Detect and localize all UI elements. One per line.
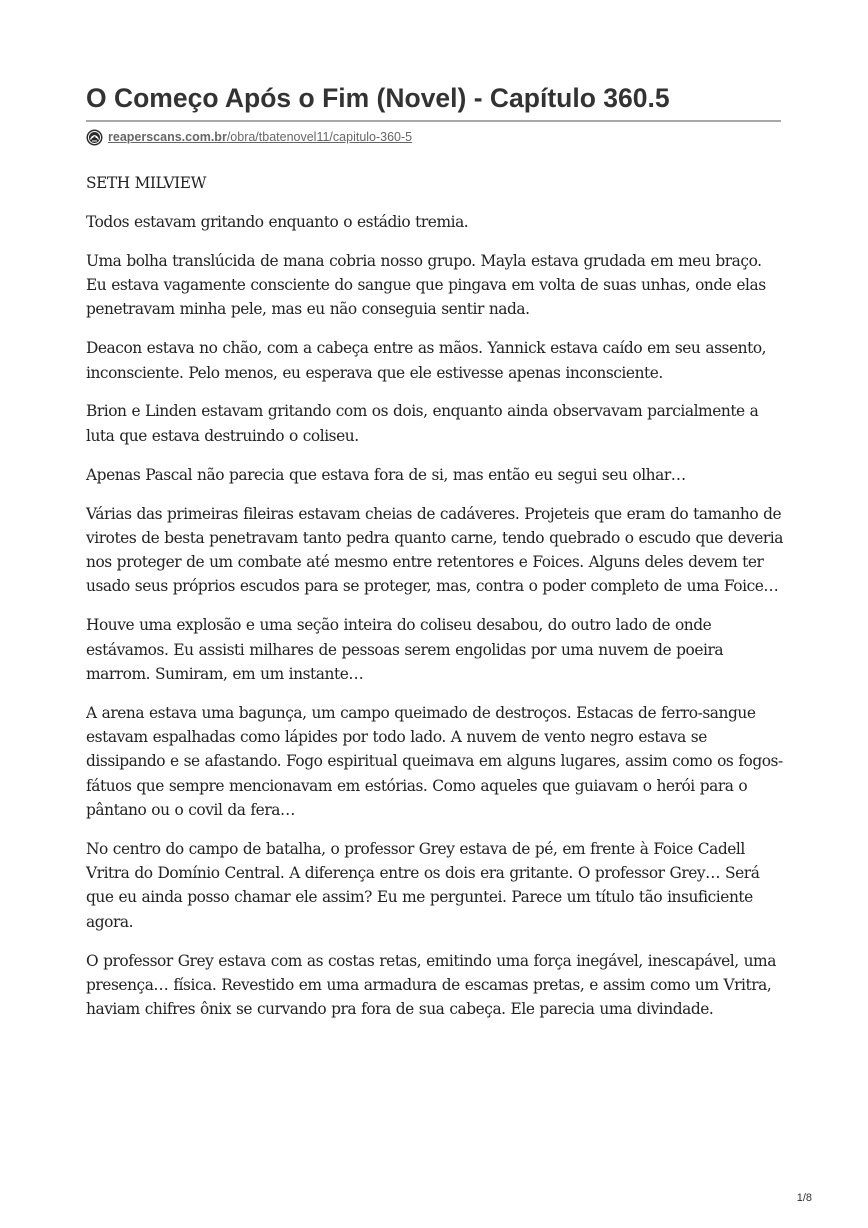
paragraph: A arena estava uma bagunça, um campo queimado de destroços. Estacas de ferro-sangue estavam espalhadas como lápides por todo lado. A nuvem de vento negro estava se dissipando e se afastando. Fogo espiritual queimava em alguns lugares, assim como os fogos-fátuos que sempre mencionavam em estórias. Como aqueles que guiavam o herói para o pântano ou o covil da fera… bbox=[86, 703, 783, 819]
paragraph: Várias das primeiras fileiras estavam cheias de cadáveres. Projeteis que eram do tamanho de virotes de besta penetravam tanto pedra quanto carne, tendo quebrado o escudo que deveria nos proteger de um combate até mesmo entre retentores e Foices. Alguns deles devem ter usado seus próprios escudos para se proteger, mas, contra o poder completo de uma Foice… bbox=[86, 504, 783, 596]
paragraph: Deacon estava no chão, com a cabeça entre as mãos. Yannick estava caído em seu assento, inconsciente. Pelo menos, eu esperava que ele estivesse apenas inconsciente. bbox=[86, 339, 767, 382]
title-divider bbox=[86, 120, 781, 122]
paragraph: No centro do campo de batalha, o professor Grey estava de pé, em frente à Foice Cadell Vritra do Domínio Central. A diferença entre os dois era gritante. O professor Grey… Será que eu ainda posso chamar ele assim? Eu me perguntei. Parece um título tão insuficiente agora. bbox=[86, 839, 760, 931]
paragraph: Apenas Pascal não parecia que estava fora de si, mas então eu segui seu olhar… bbox=[86, 465, 686, 484]
paragraph: O professor Grey estava com as costas retas, emitindo uma força inegável, inescapável, uma presença… física. Revestido em uma armadura de escamas pretas, e assim como um Vritra, haviam chifres ônix se curvando pra fora de sua cabeça. Ele parecia uma divindade. bbox=[86, 951, 776, 1019]
paragraph: SETH MILVIEW bbox=[86, 174, 206, 192]
paragraph: Todos estavam gritando enquanto o estádio tremia. bbox=[86, 212, 469, 231]
page-number: 1/8 bbox=[796, 1192, 812, 1204]
paragraph: Houve uma explosão e uma seção inteira do coliseu desabou, do outro lado de onde estávamos. Eu assisti milhares de pessoas serem engolidas por uma nuvem de poeira marrom. Sumiram, em um instante… bbox=[86, 616, 724, 683]
page-title: O Começo Após o Fim (Novel) - Capítulo 360.5 bbox=[86, 83, 670, 113]
paragraph: Brion e Linden estavam gritando com os dois, enquanto ainda observavam parcialmente a luta que estava destruindo o coliseu. bbox=[86, 402, 759, 445]
source-path: /obra/tbatenovel11/capitulo-360-5 bbox=[226, 130, 413, 144]
reaper-logo-icon bbox=[86, 129, 103, 146]
paragraph: Uma bolha translúcida de mana cobria nosso grupo. Mayla estava grudada em meu braço. Eu estava vagamente consciente do sangue que pingava em volta de suas unhas, onde elas penetravam minha pele, mas eu não conseguia sentir nada. bbox=[86, 251, 766, 319]
source-domain: reaperscans.com.br bbox=[108, 130, 227, 144]
chapter-body bbox=[86, 171, 786, 1036]
source-url bbox=[86, 127, 412, 147]
source-link[interactable] bbox=[108, 130, 412, 144]
